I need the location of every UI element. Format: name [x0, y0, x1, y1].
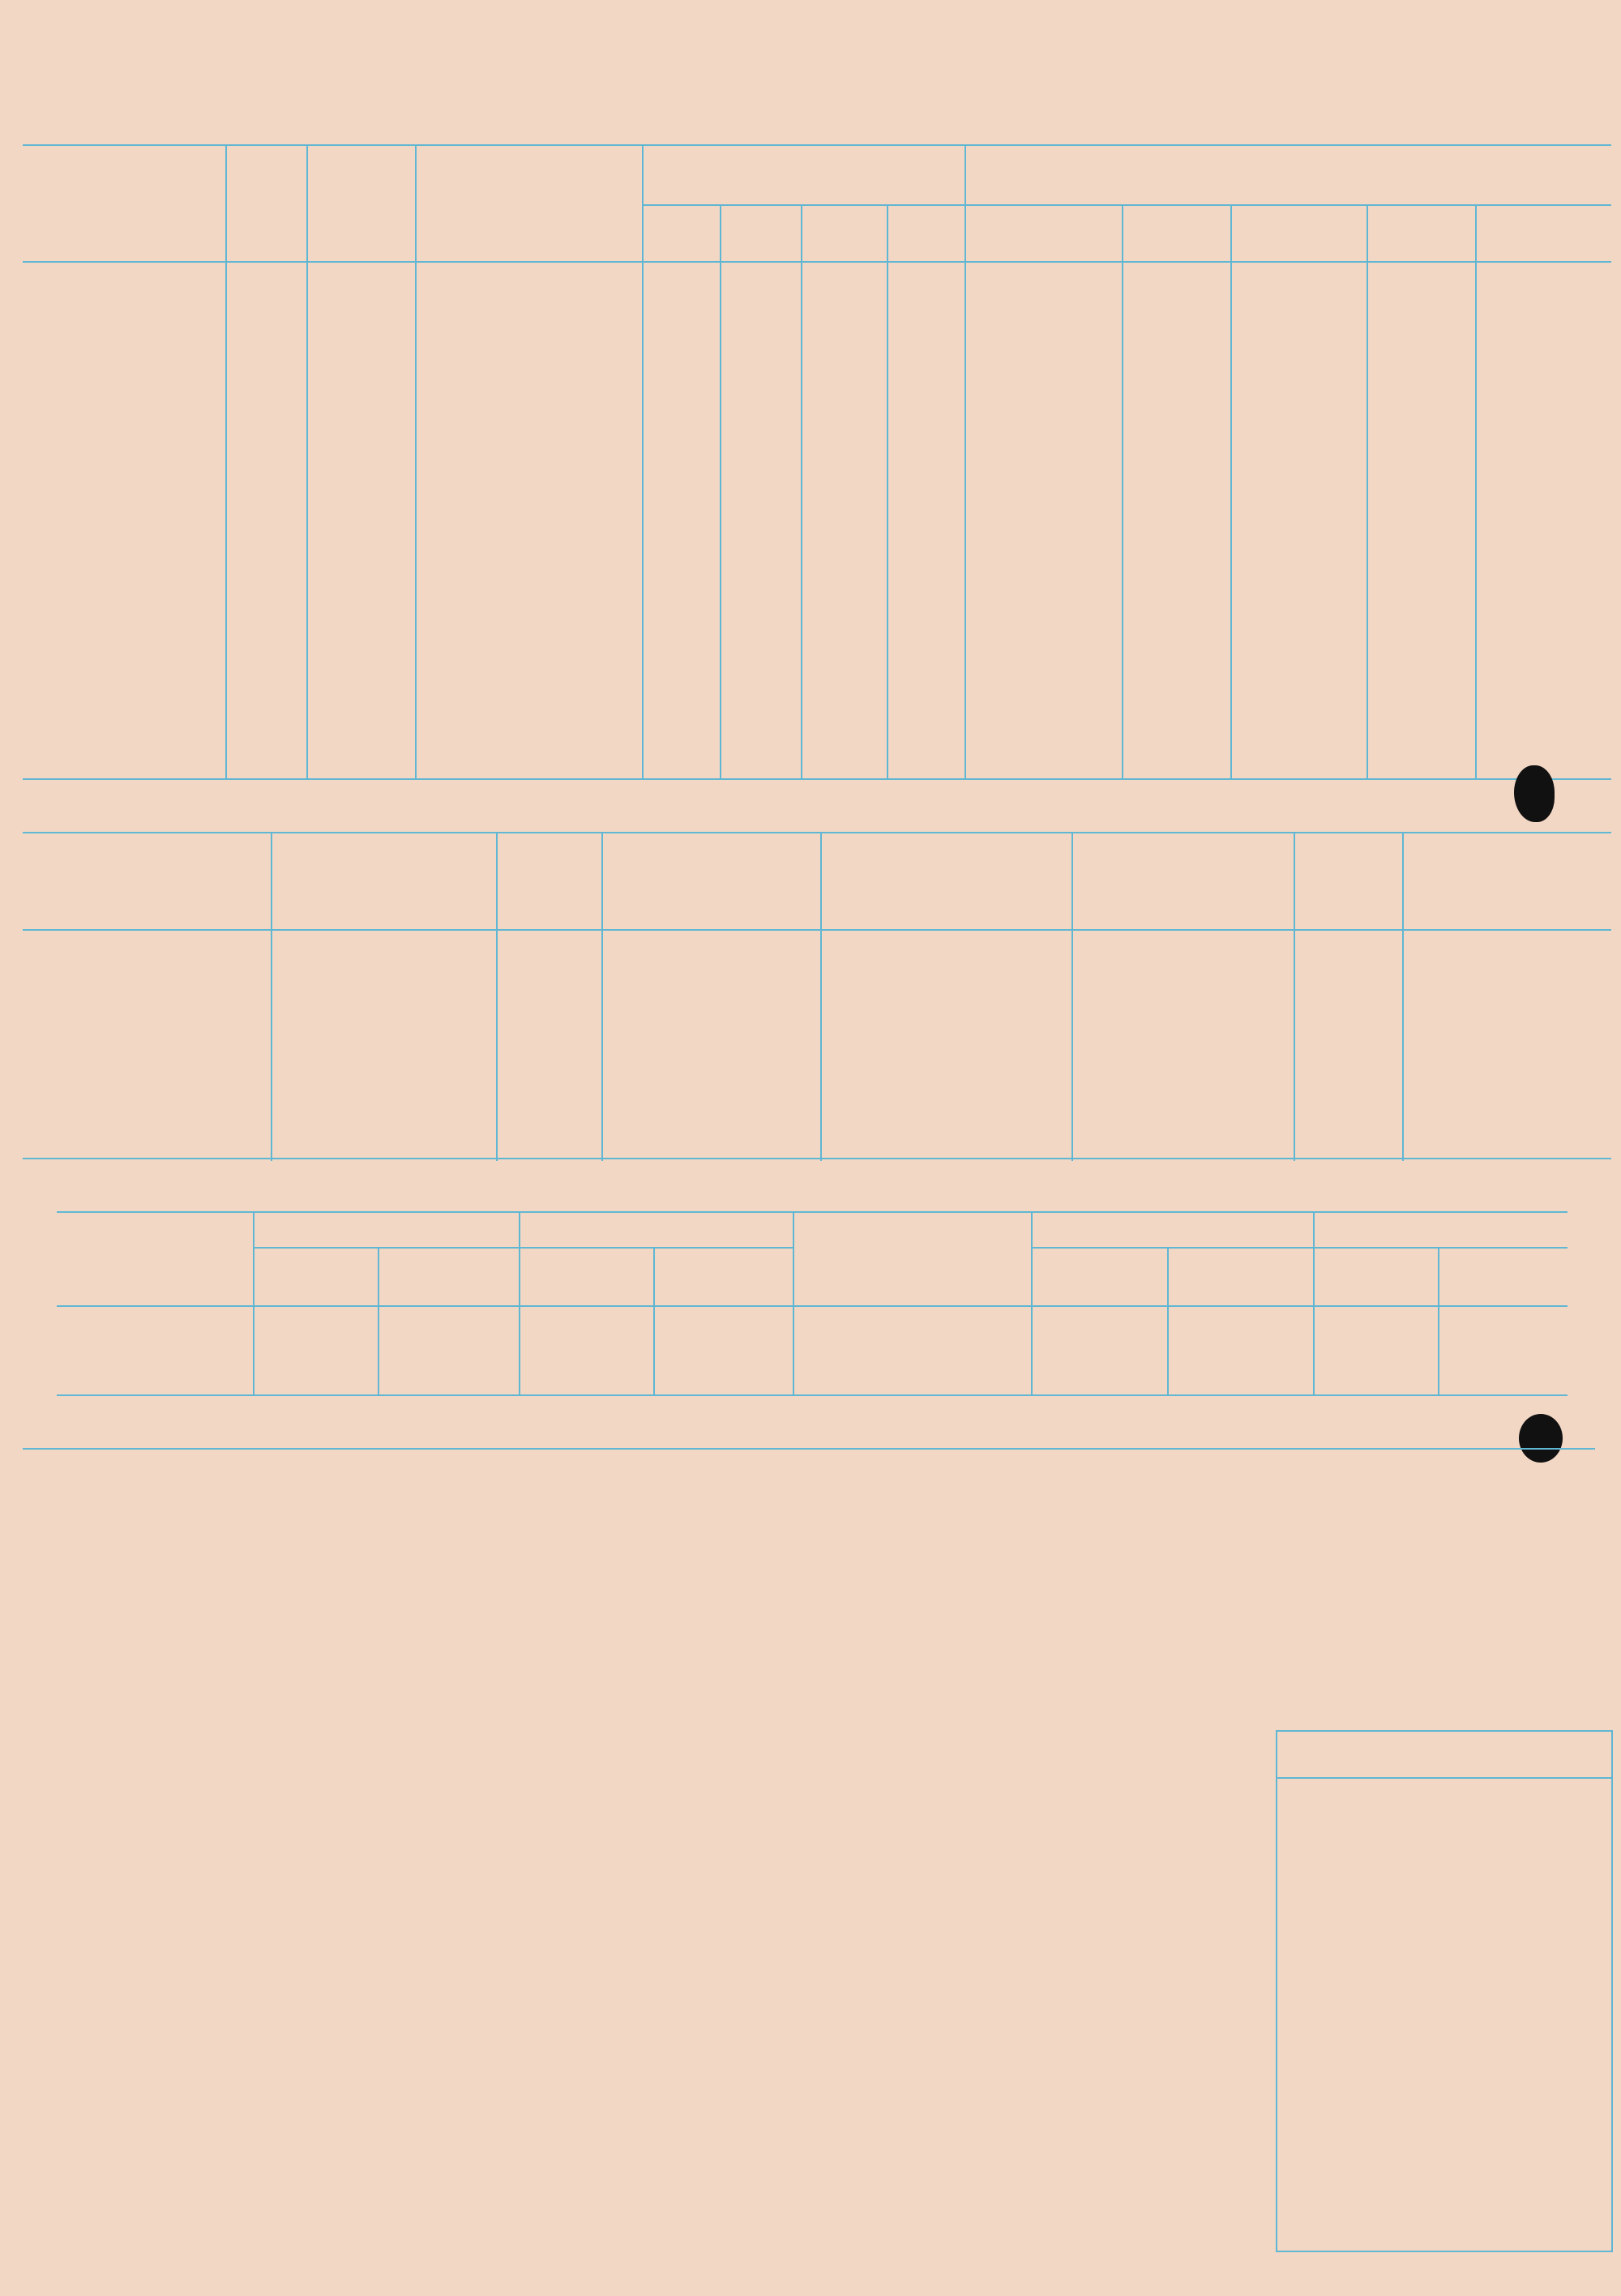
bemerkungen-box — [1276, 1730, 1613, 2252]
ink-blot-2 — [1519, 1414, 1563, 1463]
aerological-chart — [0, 1480, 1264, 2275]
ink-blot — [1514, 765, 1555, 822]
